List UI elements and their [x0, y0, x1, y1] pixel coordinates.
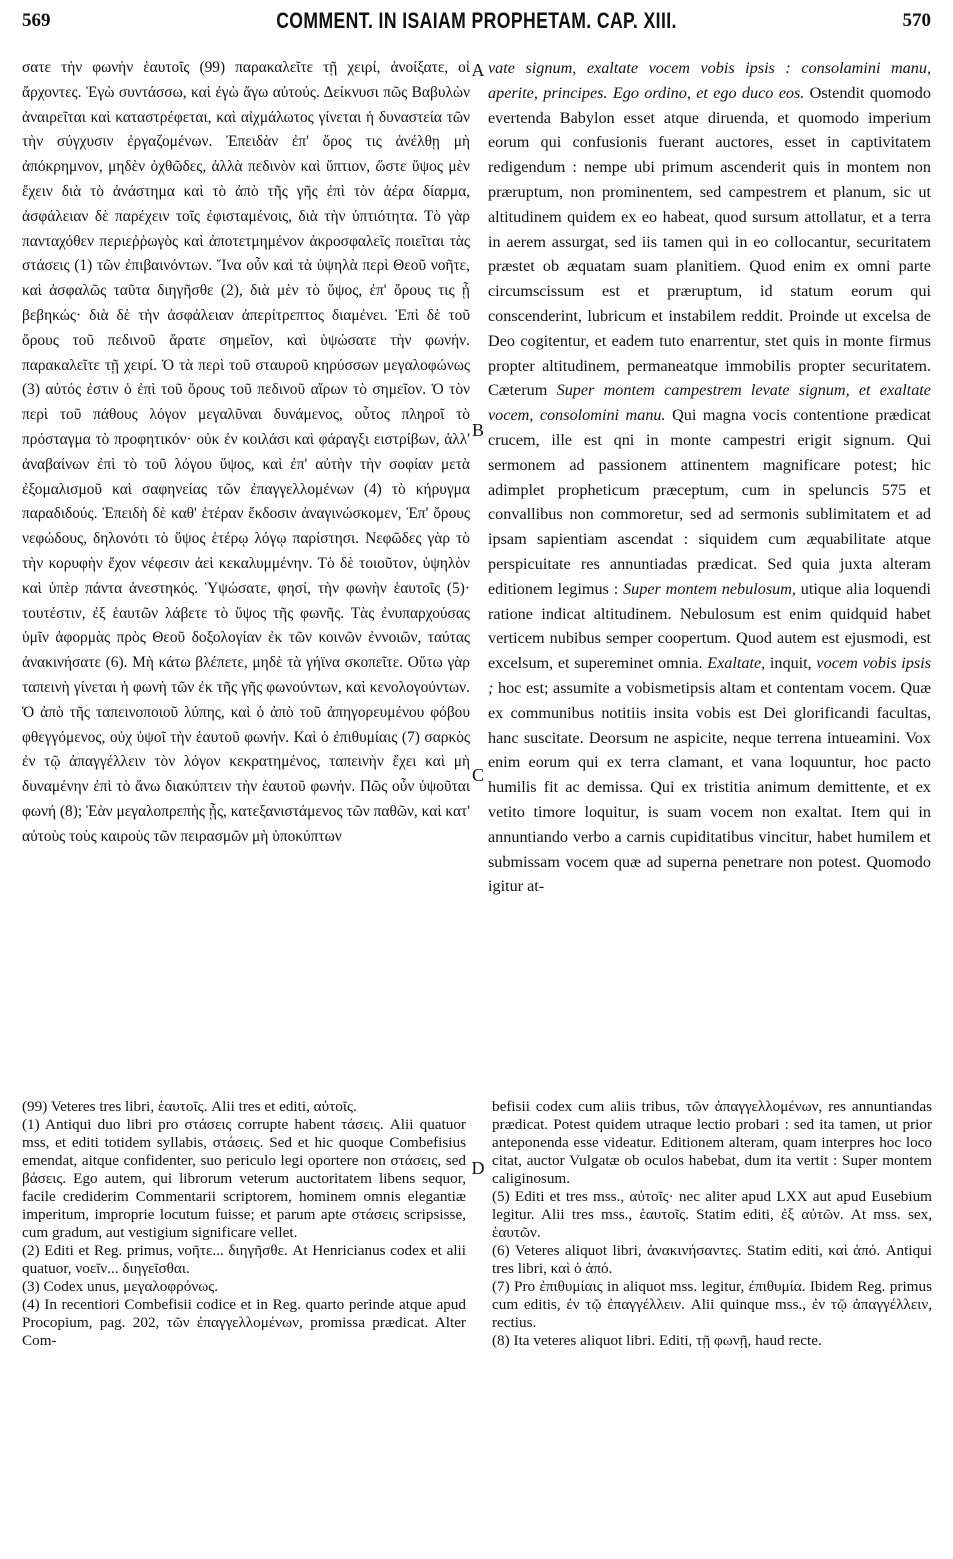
page-number-right: 570: [902, 10, 931, 31]
latin-lemma-3: Super montem nebulosum,: [623, 579, 796, 598]
running-header: [22, 8, 931, 48]
latin-lemma-2: Super montem campestrem levate signum, et exaltate vocem, consolomini manu.: [488, 381, 931, 425]
margin-marker-d: D: [471, 1158, 485, 1178]
latin-paragraph: [488, 56, 931, 899]
footnote-5: (5) Editi et tres mss., αὐτοῖς· nec aliter apud LXX aut apud Eusebium legitur. Alii tres mss., ἑαυτοῖς. Statim editi, ἐξ αὐτῶν. At mss. sex, ἑαυτῶν.: [492, 1188, 932, 1241]
footnote-4: (4) In recentiori Combefisii codice et in Reg. quarto perinde atque apud Procopium, pag. 202, τῶν ἐπαγγελλομένων, promissa prædicat. Alter Com-: [22, 1296, 466, 1349]
margin-marker-b: B: [471, 420, 484, 440]
footnote-99: (99) Veteres tres libri, ἑαυτοῖς. Alii tres et editi, αὐτοῖς.: [22, 1098, 357, 1115]
greek-paragraph: σατε τὴν φωνὴν ἑαυτοῖς (99) παρακαλεῖτε τῇ χειρί, ἀνοίξατε, οἱ ἄρχοντες. Ἐγὼ συντάσσω, καὶ ἐγὼ ἄγω αὐτούς. Δείκνυσι πῶς Βαβυλὼν ἀναιρεῖται καὶ καταστρέφεται, καὶ αἰχμάλωτος γίνεται ἡ δυναστεία τῶν τὴν σύγχυσιν ἐργαζομένων. Ἐπειδὰν ἐπ' ὄρος τις ἀνέλθῃ μὴ ἀπόκρημνον, μηδὲν ὀχθῶδες, ἀλλὰ πεδινὸν καὶ ὕπτιον, ὥστε ὕψος μὲν ἔχειν διὰ τὸ ἀνάστημα καὶ τὸ ἀπὸ τῆς γῆς ἐπὶ τὸν ἀέρα δίαρμα, ἀσφάλειαν δὲ παρέχειν τοῖς ἐφισταμένοις, διὰ τὴν ὑπτιότητα. Τὸ γὰρ πανταχόθεν περιεῤῥωγὸς καὶ ἀποτετμημένον ἀκροσφαλεῖς ποιεῖται τὰς στάσεις (1) τῶν ἐπιβαινόντων. Ἵνα οὖν καὶ τὰ ὑψηλὰ περὶ Θεοῦ νοῆτε, καὶ ἀσφαλῶς ταῦτα διηγῆσθε (2), διὰ μὲν τὸ ὕψος, ἐπ' ὄρους τις ᾖ βεβηκώς· διὰ δὲ τὴν ἀσφάλειαν ἀπερίτρεπτος διαμένει. Ἐπὶ δὲ τοῦ ὄρους τοῦ πεδινοῦ ἄρατε σημεῖον, καὶ ὑψώσατε τὴν φωνήν. παρακαλεῖτε τῇ χειρί. Ὁ τὰ περὶ τοῦ σταυροῦ κηρύσσων μεγαλοφώνως (3) αὐτός ἐστιν ὁ ἐπὶ τοῦ ὄρους τοῦ πεδινοῦ αἴρων τὸ σημεῖον. Ὁ τὸν περὶ τοῦ πάθους λόγον μεγαλῦναι δυνάμενος, οὗτος πληροῖ τὸ πρόσταγμα τὸ προφητικόν· οὐκ ἐν κοιλάσι καὶ φάραγξι ειστρίβων, ἀλλ' ἀναβαίνων ἐπὶ τὸ τοῦ λόγου ὕψος, καὶ ἐπ' αὐτὴν τὴν σοφίαν μετὰ ἐξομαλισμοῦ καὶ σαφηνείας τῶν ἐπαγγελλομένων (4) τὸ κήρυγμα παραδιδούς. Ἐπειδὴ δὲ καθ' ἑτέραν ἔκδοσιν ἀναγινώσκομεν, Ἐπ' ὄρους νεφώδους, δηλονότι τὸ ὕψος ἑτέρῳ λόγῳ παρίστησι. Νεφῶδες γὰρ τὸ τὴν κορυφὴν ἔχον νέφεσιν ἀεὶ κεκαλυμμένην. Τὸ δὲ τοιοῦτον, ὑψηλὸν καὶ ὑπὲρ πάντα ἀνεστηκός. Ὑψώσατε, φησί, τὴν φωνὴν ἑαυτοῖς (5)· τουτέστιν, ἐξ ἑαυτῶν λάβετε τὸ ὕψος τῆς φωνῆς. Τὰς ἐνυπαρχούσας ὑμῖν ἀφορμὰς πρὸς Θεοῦ δοξολογίαν ἐκ τῶν κοινῶν ἐννοιῶν, ταύτας ἀνακινήσατε (6). Μὴ κάτω βλέπετε, μηδὲ τὰ γήϊνα σκοπεῖτε. Οὕτω γὰρ ταπεινὴ γίνεται ἡ φωνὴ τῶν ἐκ τῆς γῆς φωνούντων, καὶ κενολογούντων. Ὁ ἀπὸ τῆς ταπεινοποιοῦ λύπης, καὶ ὁ ἀπὸ τοῦ ἀπηγορευμένου φόβου φθεγγόμενος, οὐχ ὑψοῖ τὴν ἑαυτοῦ φωνήν. Καὶ ὁ ἐπιθυμίαις (7) σαρκὸς ἐν τῷ ἀπαγγέλλειν τὸν λόγον κεκρατημένος, ταπεινὴν ἔχει καὶ μὴ δυναμένην ἐπὶ τὸ ἄνω διακύπτειν τὴν ἑαυτοῦ φωνήν. Πῶς οὖν ὑψοῦται φωνή (8); Ἐὰν μεγαλοπρεπὴς ᾖς, κατεξανιστάμενος τῶν παθῶν, καὶ κατ' αὐτοὺς τοὺς καιροὺς τῶν πειρασμῶν μὴ ὑποκύπτων: [22, 59, 470, 845]
margin-marker-a: A: [471, 60, 485, 80]
latin-text-4a: inquit,: [765, 654, 817, 673]
footnotes-right: [492, 1098, 932, 1428]
footnote-4-continued: befisii codex cum aliis tribus, τῶν ἀπαγγελλομένων, res annuntiandas prædicat. Potest quidem utraque lectio probari : sed ita tamen, ut prior anteponenda esse videatur. Editionem alteram, quam interpres hoc loco citat, auctor Vulgatæ ob oculos habebat, dum ita vertit : Super montem caliginosum.: [492, 1098, 932, 1187]
greek-text-column: [22, 56, 470, 1071]
latin-text-1: Ostendit quomodo evertenda Babylon esset atque diruenda, et quomodo imperium eorum qui confusionis fuerant auctores, esset in captivitatem redigendum : nempe ubi primum ascenderit quis in montem non præruptum, non prominentem, sed campestrem et planum, sic ut altitudinem quidem ex eo habeat, quod sursum attollatur, et a terra in aerem assurgat, sed iis tamen qui in eo collocantur, securitatem præstet ob æquatam suam planitiem. Quod enim ex omni parte circumscissum est et præruptum, id statum eorum qui conscenderint, lubricum et instabilem reddit. Proinde ut excelsa de Deo cogitentur, et eadem tuto enarrentur, stet quis in monte firmus propter altitudinem, permaneatque immobilis propter securitatem. Cæterum: [488, 83, 931, 400]
latin-lemma-1: vate signum, exaltate vocem vobis ipsis : consolamini manu, aperite, principes. Ego ordino, et ego duco eos.: [488, 59, 931, 102]
running-title: COMMENT. IN ISAIAM PROPHETAM. CAP. XIII.: [276, 8, 677, 33]
page-number-left: 569: [22, 10, 51, 31]
footnote-2: (2) Editi et Reg. primus, νοῆτε... διηγῆσθε. At Henricianus codex et alii quatuor, νοεῖν... διηγεῖσθαι.: [22, 1242, 466, 1277]
footnote-6: (6) Veteres aliquot libri, ἀνακινήσαντες. Statim editi, καὶ ἀπό. Antiqui tres libri, καὶ ὁ ἀπό.: [492, 1242, 932, 1277]
latin-text-3: utique alia loquendi ratione indicat altitudinem. Nebulosum est enim quidquid habet verticem nubibus semper coopertum. Quod autem est ejusmodi, est excelsum, et supereminet omnia.: [488, 579, 931, 673]
latin-text-column: [488, 56, 931, 1071]
latin-lemma-5: vocem vobis ipsis ;: [488, 654, 931, 697]
latin-text-2: Qui magna vocis contentione prædicat crucem, ille est qni in monte campestri erigit signum. Qui sermonem ad passionem attinentem magnificare potest; hic adimplet propheticum præceptum, cum in speluncis 575 et convallibus non commoretur, sed ad sermonis sublimitatem et ad ipsam sapientiam ascendat : siquidem cum æquabilitate atque perspicuitate res annuntiadas prædicat. Sed quia juxta alteram editionem legimus :: [488, 406, 931, 598]
footnote-8: (8) Ita veteres aliquot libri. Editi, τῇ φωνῇ, haud recte.: [492, 1332, 822, 1349]
margin-marker-c: C: [471, 765, 484, 785]
latin-text-4b: hoc est; assumite a vobismetipsis altam et contentam vocem. Quæ ex communibus notitiis insita vobis est Dei glorificandi facultas, hanc suscitate. Deorsum ne aspicite, neque terrena intueamini. Vox enim eorum qui ex terra clamant, et vana loquuntur, hoc pacto humilis fit ac demissa. Qui ex tristitia animum demittente, et ex vetito timore loquitur, is suam vocem non exaltat. Item qui in annuntiando verbo a carnis cupiditatibus vincitur, habet humilem et submissam vocem quæ ad superna penetrare non potest. Quomodo igitur at-: [488, 678, 931, 896]
latin-lemma-4: Exaltate,: [707, 654, 766, 673]
footnote-3: (3) Codex unus, μεγαλοφρόνως.: [22, 1278, 218, 1295]
footnotes-left: [22, 1098, 466, 1498]
footnote-1: (1) Antiqui duo libri pro στάσεις corrupte habent τάσεις. Alii quatuor mss, et editi totidem syllabis, στάσεις. Sed et hic quoque Combefisius emendat, aitque confidenter, suo periculo legi oportere non στάσεις, sed βάσεις. Ego autem, qui librorum veterum auctoritatem libens sequor, facile crediderim Commentarii scriptorem, hominem omnis elegantiæ imperitum, improprie locutum fuisse; et parum apte στάσεις scripsisse, cum gradum, aut vestigium significare vellet.: [22, 1116, 466, 1241]
footnote-7: (7) Pro ἐπιθυμίαις in aliquot mss. legitur, ἐπιθυμία. Ibidem Reg. primus cum editis, ἐν τῷ ἐπαγγέλλειν. Alii quinque mss., ἐν τῷ ἀπαγγέλλειν, rectius.: [492, 1278, 932, 1331]
